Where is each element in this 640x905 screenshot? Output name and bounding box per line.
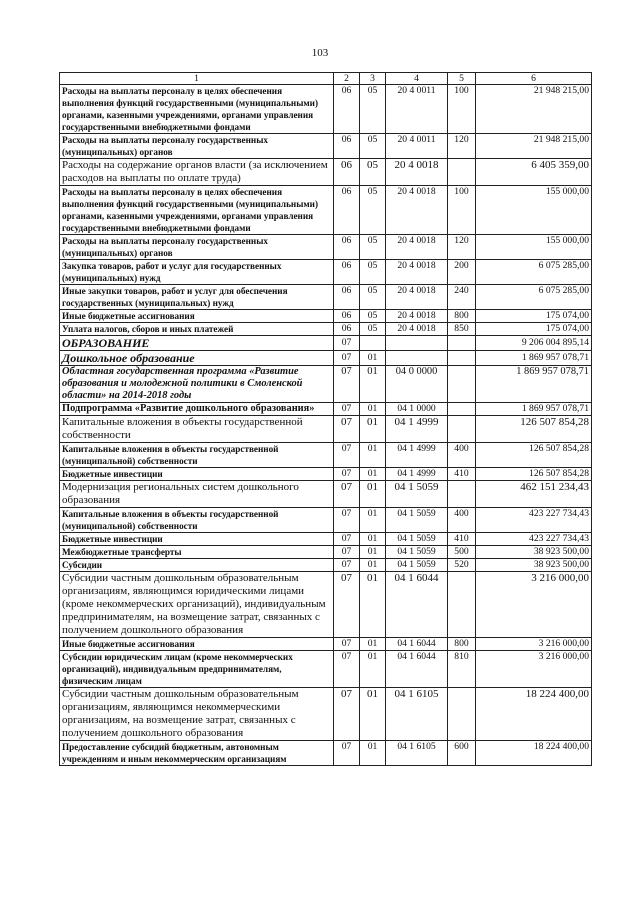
row-section: 06 [334,134,360,159]
row-name: Иные закупки товаров, работ и услуг для обеспечения государственных (муниципальных) нужд [60,285,334,310]
table-row [60,310,592,323]
row-name: Расходы на выплаты персоналу государственных (муниципальных) органов [60,134,334,159]
row-name: Субсидии [60,559,334,572]
row-subsection: 05 [360,285,386,310]
row-name: Иные бюджетные ассигнования [60,310,334,323]
row-subsection: 01 [360,481,386,508]
row-section: 06 [334,235,360,260]
row-name: Дошкольное образование [60,351,334,366]
row-amount: 3 216 000,00 [476,572,592,638]
row-section: 07 [334,508,360,533]
row-subsection: 01 [360,741,386,766]
row-expense-type [448,688,476,741]
table-row [60,468,592,481]
row-target-article: 04 1 6105 [386,741,448,766]
row-expense-type: 240 [448,285,476,310]
row-section: 07 [334,741,360,766]
table-row [60,481,592,508]
row-section: 07 [334,572,360,638]
row-section: 07 [334,443,360,468]
row-section: 07 [334,336,360,351]
col-header-amount: 6 [476,73,592,85]
row-subsection: 05 [360,260,386,285]
row-section: 07 [334,688,360,741]
row-target-article: 04 1 4999 [386,468,448,481]
row-amount: 1 869 957 078,71 [476,403,592,416]
row-name: Субсидии частным дошкольным образовательным организациям, являющимся некоммерческими организациям, на возмещение затрат, связанных с получением дошкольного образования [60,688,334,741]
row-name: Расходы на выплаты персоналу в целях обеспечения выполнения функций государственными (муниципальными) органами, казенными учреждениями, органами управления государственными внебюджетными фондами [60,186,334,235]
row-section: 06 [334,85,360,134]
row-subsection: 01 [360,638,386,651]
col-header-expense-type: 5 [448,73,476,85]
row-amount: 423 227 734,43 [476,533,592,546]
row-target-article [386,336,448,351]
row-subsection: 05 [360,159,386,186]
table-row [60,285,592,310]
table-row [60,260,592,285]
row-section: 07 [334,403,360,416]
row-amount: 18 224 400,00 [476,741,592,766]
header-row [60,73,592,85]
row-name: Областная государственная программа «Развитие образования и молодежной политики в Смоленской области» на 2014-2018 годы [60,366,334,403]
row-name: Капитальные вложения в объекты государственной (муниципальной) собственности [60,508,334,533]
row-expense-type: 120 [448,134,476,159]
row-subsection: 01 [360,351,386,366]
row-name: Модернизация региональных систем дошкольного образования [60,481,334,508]
table-row [60,351,592,366]
row-section: 06 [334,260,360,285]
row-subsection: 01 [360,443,386,468]
row-name: Бюджетные инвестиции [60,533,334,546]
row-target-article: 20 4 0018 [386,310,448,323]
row-name: Бюджетные инвестиции [60,468,334,481]
row-expense-type [448,366,476,403]
table-row [60,443,592,468]
row-target-article: 20 4 0011 [386,134,448,159]
row-name: Расходы на содержание органов власти (за исключением расходов на выплаты по оплате труда) [60,159,334,186]
table-row [60,416,592,443]
row-section: 07 [334,533,360,546]
row-target-article: 20 4 0018 [386,260,448,285]
row-subsection [360,336,386,351]
row-expense-type: 520 [448,559,476,572]
row-expense-type [448,351,476,366]
row-target-article: 20 4 0018 [386,285,448,310]
col-header-subsection: 3 [360,73,386,85]
row-subsection: 05 [360,186,386,235]
table-row [60,235,592,260]
row-section: 07 [334,468,360,481]
row-name: Межбюджетные трансферты [60,546,334,559]
row-section: 06 [334,159,360,186]
row-expense-type [448,336,476,351]
row-target-article: 04 1 4999 [386,443,448,468]
row-target-article: 20 4 0018 [386,159,448,186]
table-row [60,85,592,134]
row-subsection: 01 [360,572,386,638]
row-subsection: 05 [360,134,386,159]
row-expense-type [448,572,476,638]
row-target-article: 04 1 6044 [386,572,448,638]
table-row [60,159,592,186]
table-row [60,403,592,416]
row-section: 06 [334,323,360,336]
row-subsection: 01 [360,533,386,546]
row-amount: 6 075 285,00 [476,260,592,285]
row-name: Субсидии частным дошкольным образовательным организациям, являющимся юридическими лицами (кроме некоммерческих организаций), индивидуальным предпринимателям, на возмещение затрат, связанных с получением дошкольного образования [60,572,334,638]
row-expense-type: 400 [448,508,476,533]
row-target-article: 20 4 0018 [386,323,448,336]
table-row [60,546,592,559]
row-amount: 21 948 215,00 [476,85,592,134]
row-subsection: 05 [360,310,386,323]
row-target-article: 20 4 0011 [386,85,448,134]
row-amount: 155 000,00 [476,235,592,260]
row-target-article: 04 1 5059 [386,481,448,508]
row-amount: 6 075 285,00 [476,285,592,310]
budget-table [59,72,592,766]
row-amount: 6 405 359,00 [476,159,592,186]
row-name: Субсидии юридическим лицам (кроме некоммерческих организаций), индивидуальным предпринимателям, физическим лицам [60,651,334,688]
row-section: 07 [334,559,360,572]
row-expense-type [448,159,476,186]
row-amount: 9 206 004 895,14 [476,336,592,351]
row-section: 07 [334,351,360,366]
row-name: Предоставление субсидий бюджетным, автономным учреждениям и иным некоммерческим организациям [60,741,334,766]
row-amount: 175 074,00 [476,310,592,323]
row-section: 07 [334,638,360,651]
row-amount: 462 151 234,43 [476,481,592,508]
row-subsection: 01 [360,416,386,443]
row-name: Закупка товаров, работ и услуг для государственных (муниципальных) нужд [60,260,334,285]
row-expense-type: 600 [448,741,476,766]
row-name: Расходы на выплаты персоналу в целях обеспечения выполнения функций государственными (муниципальными) органами, казенными учреждениями, органами управления государственными внебюджетными фондами [60,85,334,134]
row-section: 06 [334,310,360,323]
row-amount: 21 948 215,00 [476,134,592,159]
table-row [60,572,592,638]
row-expense-type: 500 [448,546,476,559]
row-subsection: 01 [360,468,386,481]
row-subsection: 01 [360,508,386,533]
table-row [60,186,592,235]
row-amount: 18 224 400,00 [476,688,592,741]
row-section: 07 [334,546,360,559]
row-expense-type: 100 [448,85,476,134]
row-subsection: 01 [360,403,386,416]
row-expense-type: 810 [448,651,476,688]
table-row [60,651,592,688]
row-subsection: 01 [360,651,386,688]
col-header-section: 2 [334,73,360,85]
row-section: 07 [334,651,360,688]
table-row [60,741,592,766]
row-amount: 38 923 500,00 [476,546,592,559]
row-expense-type: 400 [448,443,476,468]
row-expense-type: 850 [448,323,476,336]
row-target-article: 04 1 6044 [386,638,448,651]
row-section: 07 [334,416,360,443]
row-target-article: 04 1 4999 [386,416,448,443]
row-name: ОБРАЗОВАНИЕ [60,336,334,351]
table-row [60,336,592,351]
row-target-article: 04 1 6044 [386,651,448,688]
row-target-article: 04 1 5059 [386,508,448,533]
row-subsection: 01 [360,559,386,572]
row-expense-type: 800 [448,638,476,651]
row-expense-type [448,481,476,508]
row-expense-type: 800 [448,310,476,323]
row-target-article: 20 4 0018 [386,235,448,260]
row-name: Иные бюджетные ассигнования [60,638,334,651]
table-row [60,134,592,159]
row-name: Подпрограмма «Развитие дошкольного образования» [60,403,334,416]
row-target-article: 04 1 5059 [386,533,448,546]
row-expense-type: 120 [448,235,476,260]
row-amount: 126 507 854,28 [476,443,592,468]
page-number: 103 [311,47,329,59]
table-row [60,533,592,546]
row-amount: 126 507 854,28 [476,416,592,443]
row-section: 07 [334,481,360,508]
row-amount: 3 216 000,00 [476,638,592,651]
row-target-article: 04 1 5059 [386,546,448,559]
row-amount: 38 923 500,00 [476,559,592,572]
row-subsection: 01 [360,366,386,403]
row-expense-type [448,403,476,416]
row-subsection: 01 [360,688,386,741]
row-section: 07 [334,366,360,403]
table-row [60,688,592,741]
table-row [60,638,592,651]
row-target-article: 04 0 0000 [386,366,448,403]
row-expense-type: 100 [448,186,476,235]
row-name: Расходы на выплаты персоналу государственных (муниципальных) органов [60,235,334,260]
row-subsection: 05 [360,85,386,134]
row-amount: 423 227 734,43 [476,508,592,533]
row-target-article [386,351,448,366]
row-expense-type: 410 [448,533,476,546]
row-name: Уплата налогов, сборов и иных платежей [60,323,334,336]
row-section: 06 [334,186,360,235]
row-target-article: 20 4 0018 [386,186,448,235]
row-expense-type: 410 [448,468,476,481]
row-target-article: 04 1 6105 [386,688,448,741]
row-subsection: 05 [360,323,386,336]
row-amount: 3 216 000,00 [476,651,592,688]
col-header-target-article: 4 [386,73,448,85]
row-subsection: 01 [360,546,386,559]
row-expense-type: 200 [448,260,476,285]
row-name: Капитальные вложения в объекты государственной собственности [60,416,334,443]
table-row [60,508,592,533]
row-amount: 1 869 957 078,71 [476,366,592,403]
table-row [60,366,592,403]
row-subsection: 05 [360,235,386,260]
col-header-name: 1 [60,73,334,85]
row-target-article: 04 1 0000 [386,403,448,416]
row-amount: 155 000,00 [476,186,592,235]
row-amount: 1 869 957 078,71 [476,351,592,366]
row-target-article: 04 1 5059 [386,559,448,572]
row-section: 06 [334,285,360,310]
row-amount: 175 074,00 [476,323,592,336]
table-row [60,323,592,336]
table-row [60,559,592,572]
row-amount: 126 507 854,28 [476,468,592,481]
row-name: Капитальные вложения в объекты государственной (муниципальной) собственности [60,443,334,468]
row-expense-type [448,416,476,443]
